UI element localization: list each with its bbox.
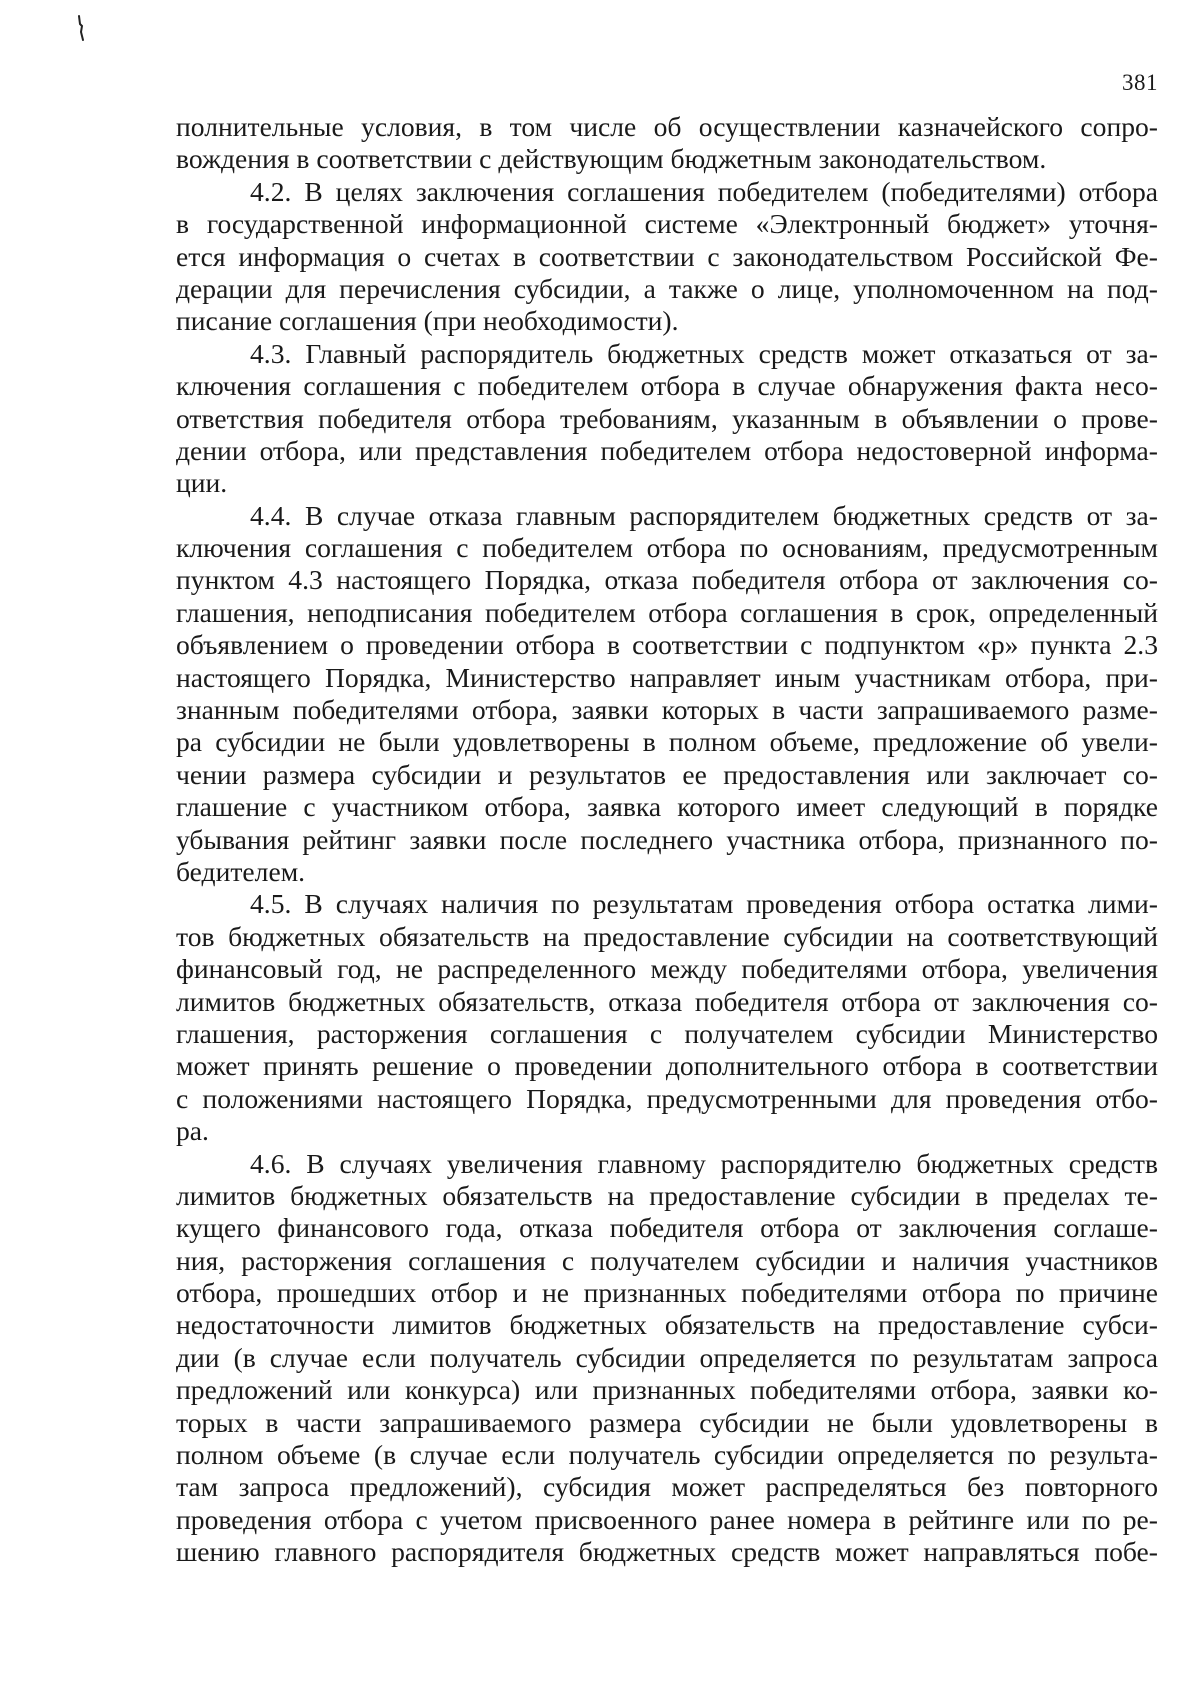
text-line: глашения, неподписания победителем отбора соглашения в срок, определенный	[176, 596, 1158, 628]
text-line: 4.6. В случаях увеличения главному распорядителю бюджетных средств	[250, 1147, 1158, 1179]
text-line: предложений или конкурса) или признанных победителями отбора, заявки ко-	[176, 1374, 1158, 1406]
text-line: пунктом 4.3 настоящего Порядка, отказа победителя отбора от заключения со-	[176, 564, 1158, 596]
text-line: ответствия победителя отбора требованиям, указанным в объявлении о прове-	[176, 402, 1158, 434]
text-line: там запроса предложений), субсидия может распределяться без повторного	[176, 1471, 1158, 1503]
text-line: недостаточности лимитов бюджетных обязательств на предоставление субси-	[176, 1309, 1158, 1341]
text-line: 4.2. В целях заключения соглашения победителем (победителями) отбора	[250, 175, 1158, 207]
text-line: шению главного распорядителя бюджетных средств может направляться побе-	[176, 1536, 1158, 1568]
text-line: с положениями настоящего Порядка, предусмотренными для проведения отбо-	[176, 1082, 1158, 1114]
text-line: лимитов бюджетных обязательств, отказа победителя отбора от заключения со-	[176, 985, 1158, 1017]
text-line: торых в части запрашиваемого размера субсидии не были удовлетворены в	[176, 1406, 1158, 1438]
text-line: ции.	[176, 467, 228, 499]
text-line: ра субсидии не были удовлетворены в полном объеме, предложение об увели-	[176, 726, 1158, 758]
text-line: ния, расторжения соглашения с получателем субсидии и наличия участников	[176, 1244, 1158, 1276]
text-line: глашения, расторжения соглашения с получателем субсидии Министерство	[176, 1017, 1158, 1049]
text-line: глашение с участником отбора, заявка которого имеет следующий в порядке	[176, 791, 1158, 823]
body-text	[176, 111, 1158, 1569]
text-line: финансовый год, не распределенного между победителями отбора, увеличения	[176, 953, 1158, 985]
text-line: дии (в случае если получатель субсидии определяется по результатам запроса	[176, 1341, 1158, 1373]
text-line: чении размера субсидии и результатов ее предоставления или заключает со-	[176, 758, 1158, 790]
text-line: вождения в соответствии с действующим бюджетным законодательством.	[176, 143, 1047, 175]
text-line: проведения отбора с учетом присвоенного ранее номера в рейтинге или по ре-	[176, 1503, 1158, 1535]
text-line: ра.	[176, 1115, 209, 1147]
text-line: объявлением о проведении отбора в соответствии с подпунктом «р» пункта 2.3	[176, 629, 1158, 661]
text-line: 4.5. В случаях наличия по результатам проведения отбора остатка лими-	[250, 888, 1158, 920]
text-line: ключения соглашения с победителем отбора по основаниям, предусмотренным	[176, 532, 1158, 564]
text-line: убывания рейтинг заявки после последнего участника отбора, признанного по-	[176, 823, 1158, 855]
text-line: бедителем.	[176, 855, 306, 887]
text-line: лимитов бюджетных обязательств на предоставление субсидии в пределах те-	[176, 1179, 1158, 1211]
text-line: полнительные условия, в том числе об осуществлении казначейского сопро-	[176, 111, 1158, 142]
text-line: может принять решение о проведении дополнительного отбора в соответствии	[176, 1050, 1158, 1082]
text-line: тов бюджетных обязательств на предоставление субсидии на соответствующий	[176, 920, 1158, 952]
text-line: полном объеме (в случае если получатель субсидии определяется по результа-	[176, 1439, 1158, 1471]
text-line: отбора, прошедших отбор и не признанных победителями отбора по причине	[176, 1277, 1158, 1309]
text-line: 4.4. В случае отказа главным распорядителем бюджетных средств от за-	[250, 499, 1158, 531]
text-line: ется информация о счетах в соответствии с законодательством Российской Фе-	[176, 240, 1158, 272]
text-line: дерации для перечисления субсидии, а также о лице, уполномоченном на под-	[176, 272, 1158, 304]
text-line: писание соглашения (при необходимости).	[176, 305, 679, 337]
page-number: 381	[1122, 70, 1158, 95]
scan-artifact-mark	[76, 14, 86, 42]
text-line: ключения соглашения с победителем отбора в случае обнаружения факта несо-	[176, 370, 1158, 402]
text-line: кущего финансового года, отказа победителя отбора от заключения соглаше-	[176, 1212, 1158, 1244]
text-line: 4.3. Главный распорядитель бюджетных средств может отказаться от за-	[250, 337, 1158, 369]
text-line: дении отбора, или представления победителем отбора недостоверной информа-	[176, 434, 1158, 466]
text-line: настоящего Порядка, Министерство направляет иным участникам отбора, при-	[176, 661, 1158, 693]
text-line: знанным победителями отбора, заявки которых в части запрашиваемого разме-	[176, 694, 1158, 726]
text-line: в государственной информационной системе «Электронный бюджет» уточня-	[176, 208, 1158, 240]
